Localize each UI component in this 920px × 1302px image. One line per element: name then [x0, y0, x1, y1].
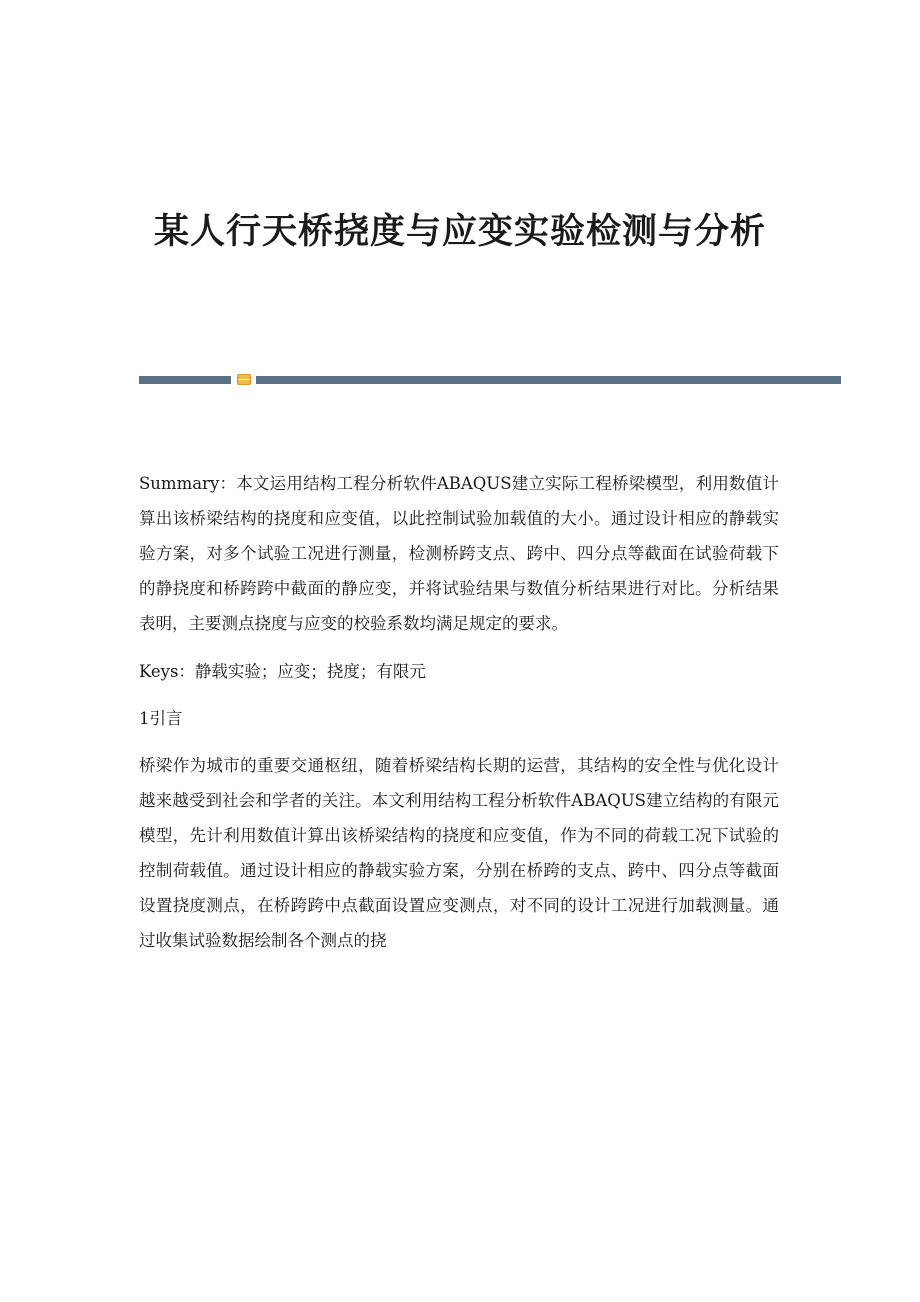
document-body: [139, 466, 779, 971]
summary-paragraph: Summary：本文运用结构工程分析软件ABAQUS建立实际工程桥梁模型，利用数值计算出该桥梁结构的挠度和应变值，以此控制试验加载值的大小。通过设计相应的静载实验方案，对多个试验工况进行测量，检测桥跨支点、跨中、四分点等截面在试验荷载下的静挠度和桥跨跨中截面的静应变，并将试验结果与数值分析结果进行对比。分析结果表明，主要测点挠度与应变的校验系数均满足规定的要求。: [139, 474, 779, 633]
section-heading: 1引言: [139, 709, 183, 728]
divider-bar-right: [256, 376, 841, 384]
document-title: 某人行天桥挠度与应变实验检测与分析: [153, 211, 766, 252]
title-divider: [139, 374, 841, 385]
ornament-icon: [237, 374, 251, 385]
divider-bar-left: [139, 376, 231, 384]
intro-paragraph: 桥梁作为城市的重要交通枢纽，随着桥梁结构长期的运营，其结构的安全性与优化设计越来越受到社会和学者的关注。本文利用结构工程分析软件ABAQUS建立结构的有限元模型，先计利用数值计算出该桥梁结构的挠度和应变值，作为不同的荷载工况下试验的控制荷载值。通过设计相应的静载实验方案，分别在桥跨的支点、跨中、四分点等截面设置挠度测点，在桥跨跨中点截面设置应变测点，对不同的设计工况进行加载测量。通过收集试验数据绘制各个测点的挠: [139, 756, 779, 950]
keywords-line: Keys：静载实验；应变；挠度；有限元: [139, 662, 426, 681]
